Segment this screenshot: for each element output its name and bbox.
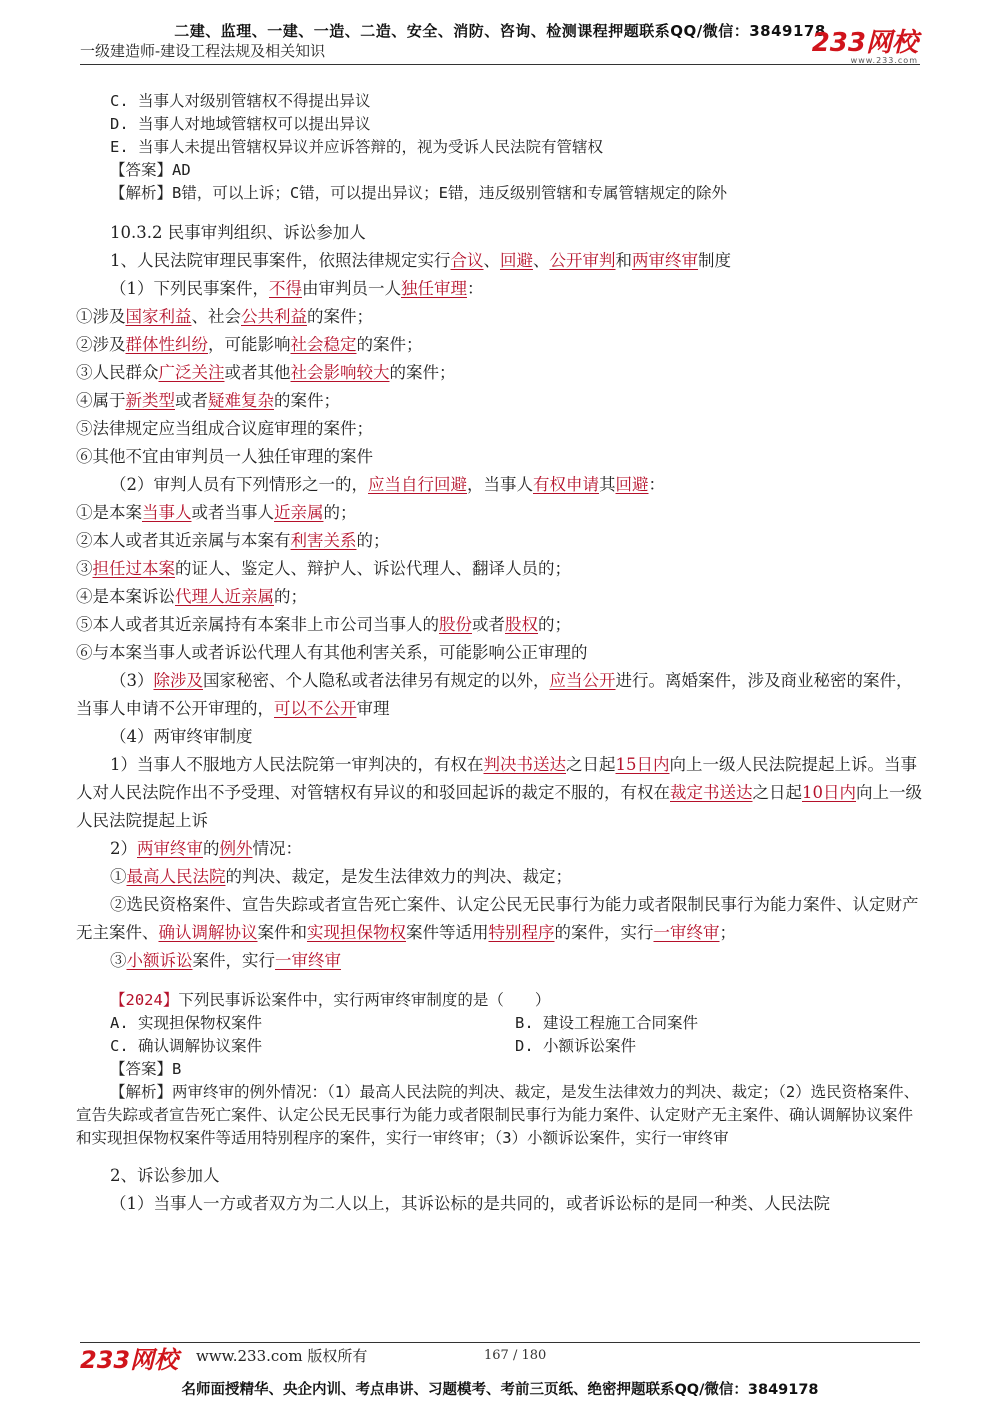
brand-logo <box>812 30 918 65</box>
list-1-intro: （1）下列民事案件，不得由审判员一人独任审理： <box>110 279 484 298</box>
document-subtitle: 一级建造师-建设工程法规及相关知识 <box>80 42 326 60</box>
list-1-item-2: ②涉及群体性纠纷，可能影响社会稳定的案件； <box>76 335 423 354</box>
para-4-heading: （4）两审终审制度 <box>110 727 253 746</box>
section-title: 10.3.2 民事审判组织、诉讼参加人 <box>110 223 366 242</box>
exception-2: ②选民资格案件、宣告失踪或者宣告死亡案件、认定公民无民事行为能力或者限制民事行为能力案件、认定财产无主案件、确认调解协议案件和实现担保物权案件等适用特别程序的案件，实行一审终审； <box>76 895 919 942</box>
list-1-item-6: ⑥其他不宜由审判员一人独任审理的案件 <box>76 447 373 466</box>
logo-url: www.233.com <box>850 56 918 65</box>
para-1: 1、人民法院审理民事案件，依照法律规定实行合议、回避、公开审判和两审终审制度 <box>110 251 731 270</box>
prev-option-e: E. 当事人未提出管辖权异议并应诉答辩的，视为受诉人民法院有管辖权 <box>110 138 603 156</box>
prev-option-d: D. 当事人对地域管辖权可以提出异议 <box>110 115 371 133</box>
analysis-label: 【解析】 <box>110 184 173 202</box>
list-2-item-5: ⑤本人或者其近亲属持有本案非上市公司当事人的股份或者股权的； <box>76 615 571 634</box>
header-divider <box>80 64 920 65</box>
exception-1: ①最高人民法院的判决、裁定，是发生法律效力的判决、裁定； <box>110 867 572 886</box>
header-contact-line: 二建、监理、一建、一造、二造、安全、消防、咨询、检测课程押题联系QQ/微信：3849178 <box>174 22 826 40</box>
list-2-item-3: ③担任过本案的证人、鉴定人、辩护人、诉讼代理人、翻译人员的； <box>76 559 571 578</box>
footer-logo: 233网校 <box>80 1346 179 1374</box>
question-2024-answer: 【答案】B <box>110 1060 182 1078</box>
list-2-item-6: ⑥与本案当事人或者诉讼代理人有其他利害关系，可能影响公正审理的 <box>76 643 588 662</box>
page-number: 167 / 180 <box>484 1348 547 1363</box>
list-1-item-1: ①涉及国家利益、社会公共利益的案件； <box>76 307 373 326</box>
footer-copyright: www.233.com 版权所有 <box>196 1347 368 1365</box>
para-4-item-2: 2）两审终审的例外情况： <box>110 839 302 858</box>
page-content <box>76 90 926 1218</box>
participants-title: 2、诉讼参加人 <box>110 1166 220 1185</box>
year-tag: 【2024】 <box>110 991 179 1009</box>
footer-divider <box>80 1342 920 1343</box>
para-4-item-1: 1）当事人不服地方人民法院第一审判决的，有权在判决书送达之日起15日内向上一级人民法院提起上诉。当事人对人民法院作出不予受理、对管辖权有异议的和驳回起诉的裁定不服的，有权在裁定书送达之日起10日内向上一级人民法院提起上诉 <box>76 755 922 830</box>
footer-contact-line: 名师面授精华、央企内训、考点串讲、习题模考、考前三页纸、绝密押题联系QQ/微信：3849178 <box>181 1382 819 1398</box>
prev-answer <box>76 159 926 182</box>
answer-value: AD <box>172 161 191 179</box>
option-b: B. 建设工程施工合同案件 <box>515 1014 698 1032</box>
list-1-item-5: ⑤法律规定应当组成合议庭审理的案件； <box>76 419 373 438</box>
question-2024-stem: 【2024】下列民事诉讼案件中，实行两审终审制度的是（ ） <box>110 991 551 1009</box>
list-2-item-4: ④是本案诉讼代理人近亲属的； <box>76 587 307 606</box>
exception-3: ③小额诉讼案件，实行一审终审 <box>110 951 341 970</box>
list-2-item-1: ①是本案当事人或者当事人近亲属的； <box>76 503 357 522</box>
list-2-item-2: ②本人或者其近亲属与本案有利害关系的； <box>76 531 390 550</box>
prev-option-c: C. 当事人对级别管辖权不得提出异议 <box>110 92 371 110</box>
option-c: C. 确认调解协议案件 <box>110 1037 262 1055</box>
analysis-text: B错，可以上诉；C错，可以提出异议；E错，违反级别管辖和专属管辖规定的除外 <box>172 184 728 202</box>
logo-text: 233网校 <box>811 28 918 58</box>
participants-para-1: （1）当事人一方或者双方为二人以上，其诉讼标的是共同的，或者诉讼标的是同一种类、人民法院 <box>110 1194 830 1213</box>
list-2-intro: （2）审判人员有下列情形之一的，应当自行回避，当事人有权申请其回避： <box>110 475 665 494</box>
option-d: D. 小额诉讼案件 <box>515 1037 636 1055</box>
para-3: （3）除涉及国家秘密、个人隐私或者法律另有规定的以外，应当公开进行。离婚案件，涉及商业秘密的案件，当事人申请不公开审理的，可以不公开审理 <box>76 671 913 718</box>
answer-label: 【答案】 <box>110 161 173 179</box>
option-a: A. 实现担保物权案件 <box>110 1014 262 1032</box>
question-2024-options-row-1 <box>76 1012 926 1035</box>
prev-analysis <box>76 182 926 205</box>
list-1-item-3: ③人民群众广泛关注或者其他社会影响较大的案件； <box>76 363 456 382</box>
list-1-item-4: ④属于新类型或者疑难复杂的案件； <box>76 391 340 410</box>
question-2024-options-row-2 <box>76 1035 926 1058</box>
question-2024-analysis: 【解析】两审终审的例外情况：（1）最高人民法院的判决、裁定，是发生法律效力的判决、裁定；（2）选民资格案件、宣告失踪或者宣告死亡案件、认定公民无民事行为能力或者限制民事行为能力案件、认定财产无主案件、确认调解协议案件和实现担保物权案件等适用特别程序的案件，实行一审终审；（3）小额诉讼案件，实行一审终审 <box>76 1083 920 1147</box>
